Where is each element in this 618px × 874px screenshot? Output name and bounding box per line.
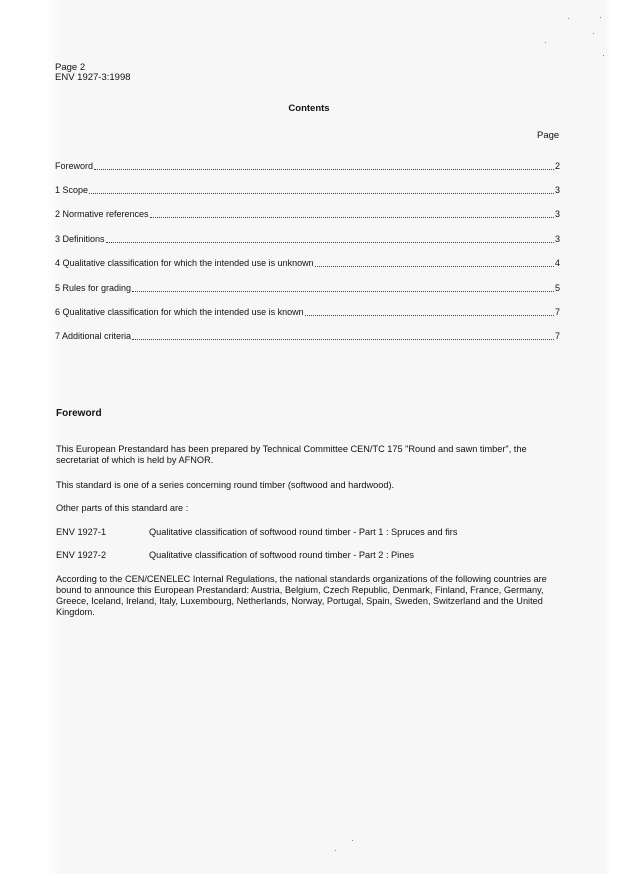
part-code: ENV 1927-1 [56,527,107,537]
contents-page-column-label: Page [537,130,560,141]
toc-leader-dots [150,209,554,218]
page-number-header: Page 2 [55,62,86,73]
toc-item-label: 3 Definitions [55,234,105,244]
toc-item-additional-criteria [55,331,560,343]
scan-speck [593,33,594,34]
toc-item-page: 5 [554,283,560,293]
toc-item-label: 1 Scope [55,185,89,195]
foreword-paragraph-committee: This European Prestandard has been prepared by Technical Committee CEN/TC 175 "Round and sawn timber", the secretariat of which is held by AFNOR. [56,444,527,465]
scan-speck [600,17,601,18]
foreword-paragraph-series: This standard is one of a series concerning round timber (softwood and hardwood). [56,480,395,490]
scan-speck [335,850,336,851]
toc-item-label: 2 Normative references [55,209,149,219]
foreword-paragraph-other-parts: Other parts of this standard are : [56,503,189,513]
toc-leader-dots [315,258,554,267]
toc-leader-dots [132,283,554,292]
toc-item-label: 6 Qualitative classification for which the intended use is known [55,307,304,317]
toc-item-page: 3 [554,209,560,219]
toc-item-label: 7 Additional criteria [55,331,132,341]
part-description: Qualitative classification of softwood round timber - Part 1 : Spruces and firs [149,527,458,537]
foreword-paragraph-regulations: According to the CEN/CENELEC Internal Regulations, the national standards organizations of the following countries are bound to announce this European Prestandard: Austria, Belgium, Czech Republic, Denmark, Finland, France, Germany, Greece, Iceland, Ireland, Italy, Luxembourg, Netherlands, Norway, Portugal, Spain, Sweden, Switzerland and the United Kingdom. [56,574,547,617]
toc-item-page: 7 [554,331,560,341]
toc-leader-dots [305,307,554,316]
toc-item-definitions [55,234,560,246]
toc-leader-dots [132,331,554,340]
toc-item-page: 7 [554,307,560,317]
toc-item-classification-known [55,307,560,319]
part-description: Qualitative classification of softwood round timber - Part 2 : Pines [149,550,415,560]
toc-item-label: Foreword [55,161,94,171]
toc-item-page: 4 [554,258,560,268]
toc-leader-dots [94,161,554,170]
toc-item-label: 4 Qualitative classification for which the intended use is unknown [55,258,314,268]
standard-id-header: ENV 1927-3:1998 [55,72,131,83]
scan-speck [352,840,353,841]
toc-item-page: 3 [554,234,560,244]
toc-item-scope [55,185,560,197]
scan-speck [545,42,546,43]
toc-item-page: 2 [554,161,560,171]
part-code: ENV 1927-2 [56,550,107,560]
contents-title: Contents [288,103,330,114]
toc-item-classification-unknown [55,258,560,270]
toc-item-rules-for-grading [55,283,560,295]
scan-speck [568,18,569,19]
toc-item-page: 3 [554,185,560,195]
scan-speck [603,55,604,56]
toc-leader-dots [89,185,554,194]
toc-item-label: 5 Rules for grading [55,283,132,293]
toc-item-foreword [55,161,560,173]
foreword-heading: Foreword [56,408,102,419]
toc-item-normative-references [55,209,560,221]
toc-leader-dots [106,234,554,243]
